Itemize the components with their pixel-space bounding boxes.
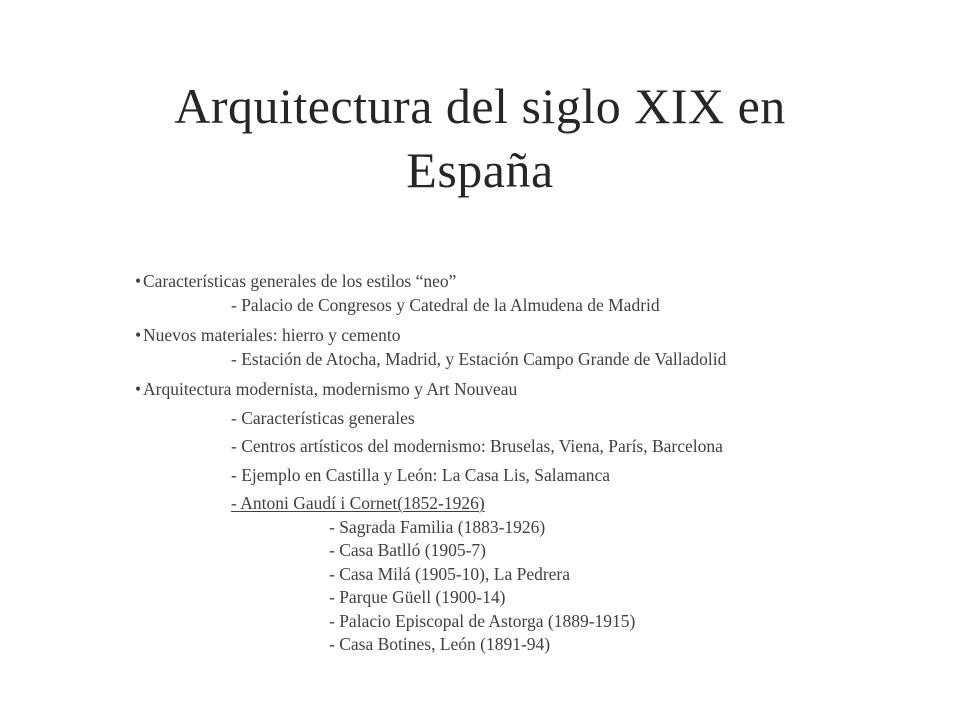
- work-item: - Casa Batlló (1905-7): [329, 540, 486, 560]
- work-item: - Sagrada Familia (1883-1926): [329, 516, 546, 537]
- bullet-text: Características generales de los estilos “neo”: [143, 271, 457, 291]
- bullet-text: Nuevos materiales: hierro y cemento: [143, 325, 401, 345]
- title-line-1: Arquitectura del siglo XIX en: [174, 78, 786, 134]
- title-line-2: España: [406, 142, 554, 198]
- sub-item: - Estación de Atocha, Madrid, y Estación Campo Grande de Valladolid: [231, 348, 727, 369]
- sub-item: - Características generales: [231, 407, 415, 428]
- work-item: - Parque Güell (1900-14): [329, 587, 506, 607]
- sub-item: - Palacio de Congresos y Catedral de la Almudena de Madrid: [231, 294, 660, 315]
- work-item: - Casa Botines, León (1891-94): [329, 634, 551, 654]
- bullet-marker: •: [135, 379, 142, 399]
- slide-body: [135, 270, 915, 657]
- bullet-text: Arquitectura modernista, modernismo y Art Nouveau: [143, 379, 518, 399]
- bullet-item: [135, 324, 915, 348]
- sub-item: - Ejemplo en Castilla y León: La Casa Lis, Salamanca: [231, 464, 611, 485]
- bullet-marker: •: [135, 325, 142, 345]
- work-item: - Palacio Episcopal de Astorga (1889-1915): [329, 610, 636, 631]
- gaudi-link-row: [135, 492, 915, 516]
- gaudi-link[interactable]: - Antoni Gaudí i Cornet(1852-1926): [231, 493, 485, 513]
- slide-title: [60, 74, 900, 202]
- bullet-marker: •: [135, 271, 142, 291]
- sub-item: - Centros artísticos del modernismo: Bruselas, Viena, París, Barcelona: [231, 436, 723, 456]
- work-item: - Casa Milá (1905-10), La Pedrera: [329, 563, 571, 584]
- bullet-item: [135, 378, 915, 402]
- bullet-item: [135, 270, 915, 294]
